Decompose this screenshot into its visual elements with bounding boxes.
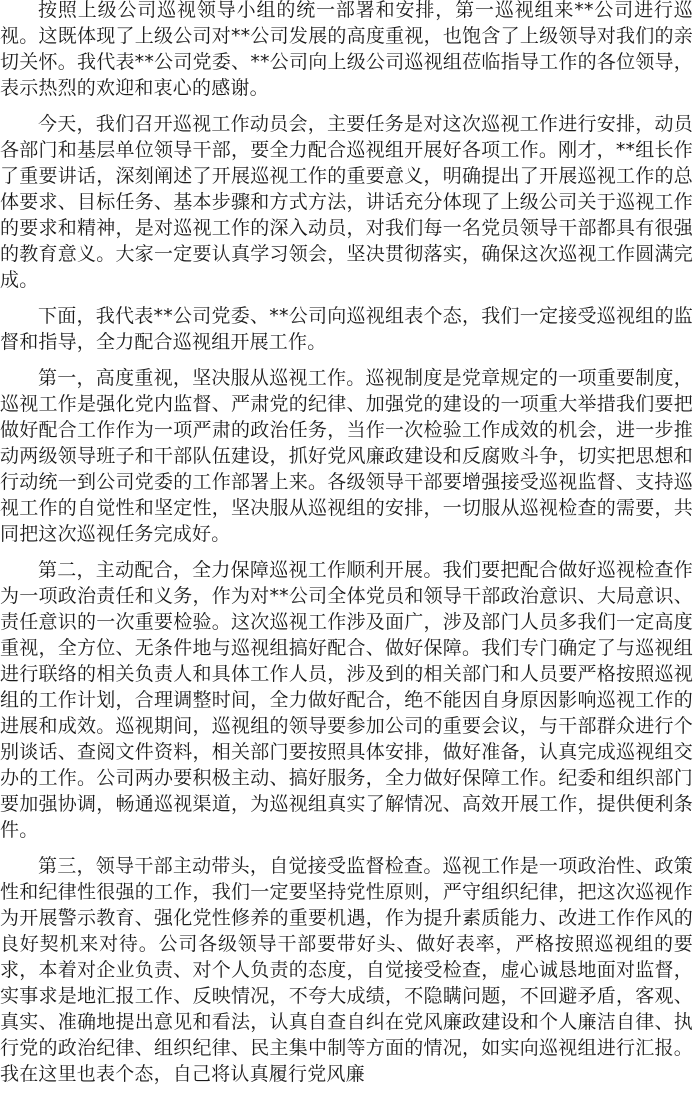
paragraph-first-point: 第一，高度重视，坚决服从巡视工作。巡视制度是党章规定的一项重要制度，巡视工作是强化党内监督、严肃党的纪律、加强党的建设的一项重大举措我们要把做好配合工作作为一项严肃的政治任务，当作一次检验工作成效的机会，进一步推动两级领导班子和干部队伍建设，抓好党风廉政建设和反腐败斗争，切实把思想和行动统一到公司党委的工作部署上来。各级领导干部要增强接受巡视监督、支持巡视工作的自觉性和坚定性，坚决服从巡视组的安排，一切服从巡视检查的需要，共同把这次巡视任务完成好。: [0, 367, 693, 545]
paragraph-meeting: 今天，我们召开巡视工作动员会，主要任务是对这次巡视工作进行安排，动员各部门和基层单位领导干部，要全力配合巡视组开展好各项工作。刚才，**组长作了重要讲话，深刻阐述了开展巡视工作的重要意义，明确提出了开展巡视工作的总体要求、目标任务、基本步骤和方式方法，讲话充分体现了上级公司关于巡视工作的要求和精神，是对巡视工作的深入动员，对我们每一名党员领导干部都具有很强的教育意义。大家一定要认真学习领会，坚决贯彻落实，确保这次巡视工作圆满完成。: [0, 113, 693, 291]
paragraph-statement: 下面，我代表**公司党委、**公司向巡视组表个态，我们一定接受巡视组的监督和指导，全力配合巡视组开展工作。: [0, 305, 693, 353]
paragraph-intro: 按照上级公司巡视领导小组的统一部署和安排，第一巡视组来**公司进行巡视。这既体现了上级公司对**公司发展的高度重视，也饱含了上级领导对我们的亲切关怀。我代表**公司党委、**公司向上级公司巡视组莅临指导工作的各位领导，表示热烈的欢迎和衷心的感谢。: [0, 0, 693, 99]
paragraph-second-point: 第二，主动配合，全力保障巡视工作顺利开展。我们要把配合做好巡视检查作为一项政治责任和义务，作为对**公司全体党员和领导干部政治意识、大局意识、责任意识的一次重要检验。这次巡视工作涉及面广，涉及部门人员多我们一定高度重视，全方位、无条件地与巡视组搞好配合、做好保障。我们专门确定了与巡视组进行联络的相关负责人和具体工作人员，涉及到的相关部门和人员要严格按照巡视组的工作计划，合理调整时间，全力做好配合，绝不能因自身原因影响巡视工作的进展和成效。巡视期间，巡视组的领导要参加公司的重要会议，与干部群众进行个别谈话、查阅文件资料，相关部门要按照具体安排，做好准备，认真完成巡视组交办的工作。公司两办要积极主动、搞好服务，全力做好保障工作。纪委和组织部门要加强协调，畅通巡视渠道，为巡视组真实了解情况、高效开展工作，提供便利条件。: [0, 559, 693, 841]
paragraph-third-point: 第三，领导干部主动带头，自觉接受监督检查。巡视工作是一项政治性、政策性和纪律性很强的工作，我们一定要坚持党性原则，严守组织纪律，把这次巡视作为开展警示教育、强化党性修养的重要机遇，作为提升素质能力、改进工作作风的良好契机来对待。公司各级领导干部要带好头、做好表率，严格按照巡视组的要求，本着对企业负责、对个人负责的态度，自觉接受检查，虚心诚恳地面对监督，实事求是地汇报工作、反映情况，不夸大成绩，不隐瞒问题，不回避矛盾，客观、真实、准确地提出意见和看法，认真自查自纠在党风廉政建设和个人廉洁自律、执行党的政治纪律、组织纪律、民主集中制等方面的情况，如实向巡视组进行汇报。我在这里也表个态，自己将认真履行党风廉: [0, 855, 693, 1085]
